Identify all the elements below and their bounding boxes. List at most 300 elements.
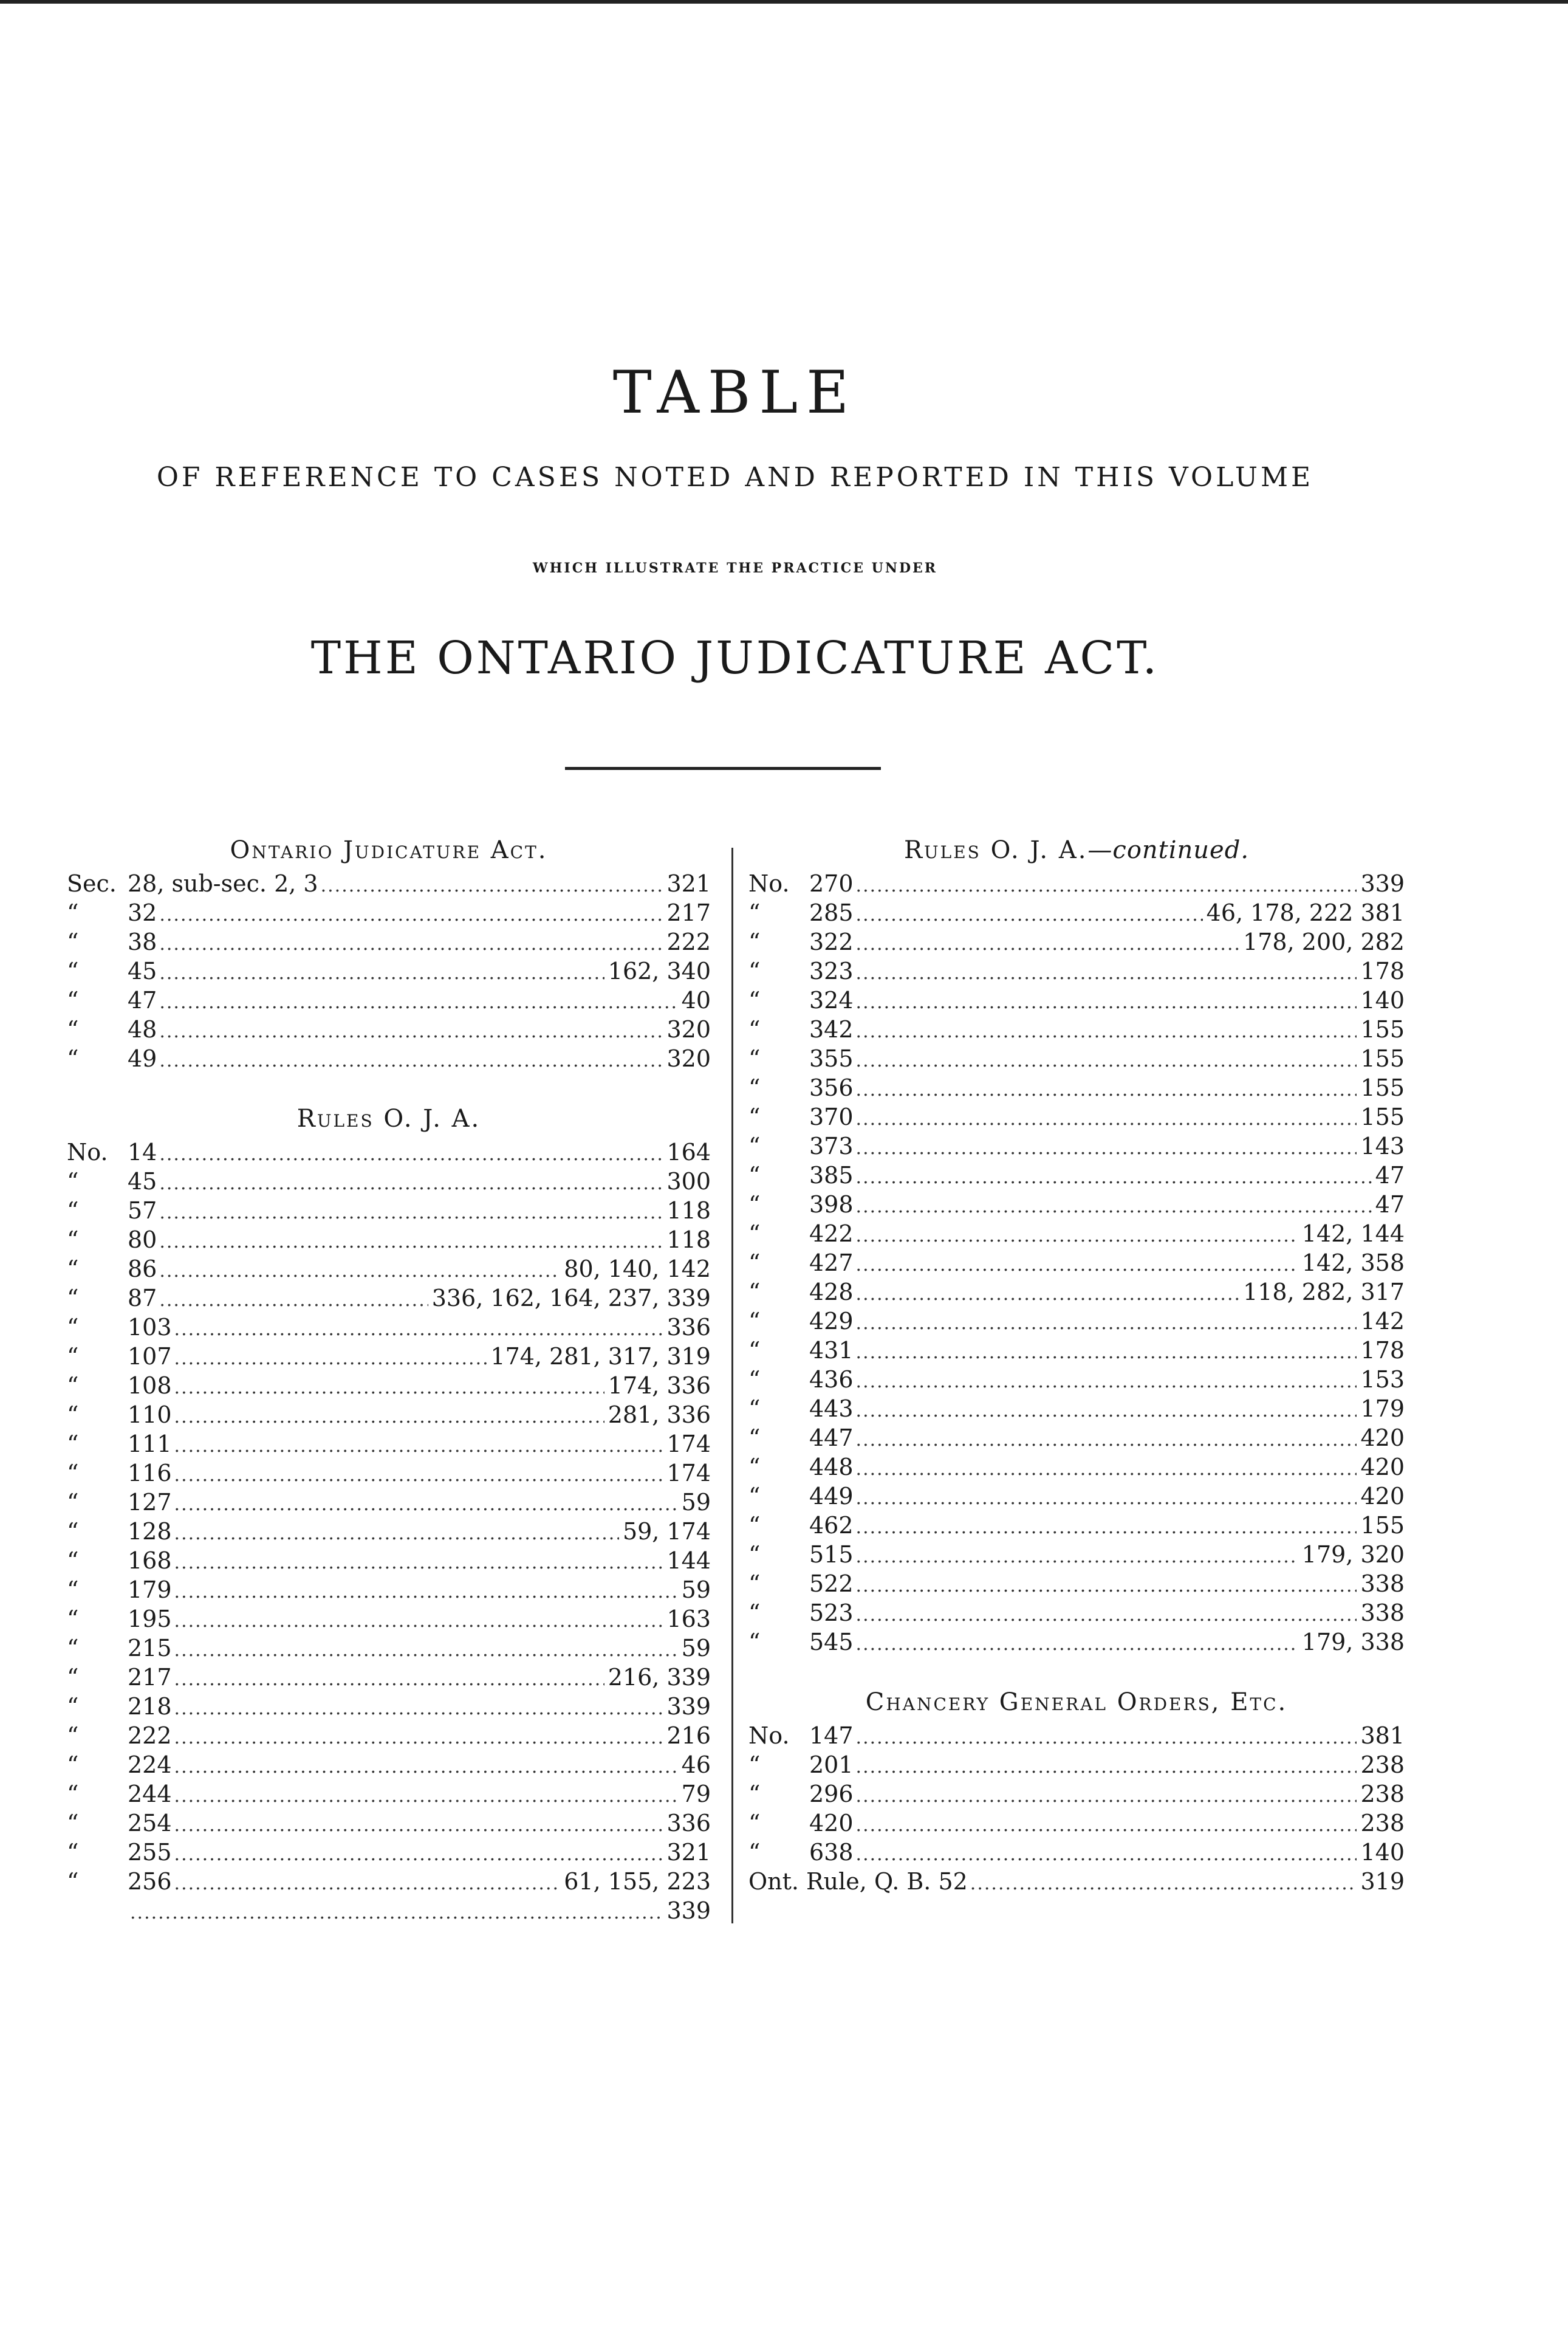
dot-leader bbox=[174, 1373, 604, 1403]
dot-leader bbox=[856, 1723, 1357, 1753]
chancery-heading-text: Chancery General Orders, Etc. bbox=[865, 1688, 1288, 1716]
table-row bbox=[67, 1721, 711, 1750]
entry-number: 110 bbox=[128, 1401, 172, 1428]
entry-pages: 300 bbox=[666, 1168, 711, 1195]
page-subtitle: OF REFERENCE TO CASES NOTED AND REPORTED IN THIS VOLUME bbox=[156, 462, 1314, 493]
entry-label bbox=[748, 1015, 856, 1044]
entry-label bbox=[67, 1138, 159, 1167]
entry-pages: 155 bbox=[1360, 1104, 1405, 1130]
entry-number: 201 bbox=[809, 1751, 854, 1778]
entry-label bbox=[748, 1721, 856, 1750]
entry-label bbox=[748, 957, 856, 986]
dot-leader bbox=[159, 1286, 428, 1315]
entry-number: 296 bbox=[809, 1781, 854, 1807]
dot-leader bbox=[856, 1753, 1357, 1782]
entry-prefix: “ bbox=[748, 987, 761, 1014]
dot-leader bbox=[159, 1140, 663, 1169]
entry-pages: 47 bbox=[1375, 1162, 1405, 1189]
entry-pages: 144 bbox=[666, 1547, 711, 1574]
entry-number: 116 bbox=[128, 1460, 172, 1486]
entry-pages: 339 bbox=[666, 1693, 711, 1720]
dot-leader bbox=[856, 871, 1357, 901]
entry-prefix: “ bbox=[67, 1722, 79, 1749]
entry-prefix: “ bbox=[748, 899, 761, 926]
entry-prefix: “ bbox=[67, 1460, 79, 1486]
entry-number: 255 bbox=[128, 1839, 172, 1866]
act-heading-text: Ontario Judicature Act. bbox=[230, 836, 548, 864]
entry-label bbox=[67, 1721, 174, 1750]
entry-label bbox=[67, 1692, 174, 1721]
table-row bbox=[748, 1540, 1405, 1569]
left-column bbox=[67, 820, 711, 1925]
right-column bbox=[748, 820, 1405, 1896]
table-row bbox=[748, 1307, 1405, 1336]
entry-prefix: “ bbox=[67, 1810, 79, 1836]
table-row bbox=[67, 1429, 711, 1458]
entry-pages: 118 bbox=[666, 1226, 711, 1253]
dot-leader bbox=[159, 930, 663, 959]
entry-label bbox=[67, 1488, 174, 1517]
entry-number: 254 bbox=[128, 1810, 172, 1836]
dot-leader bbox=[159, 988, 677, 1017]
entry-prefix: “ bbox=[748, 1162, 761, 1189]
entry-label bbox=[748, 1102, 856, 1132]
entry-label bbox=[748, 1307, 856, 1336]
table-row bbox=[748, 1336, 1405, 1365]
entry-prefix: “ bbox=[67, 1547, 79, 1574]
entry-label bbox=[67, 1015, 159, 1044]
entry-number: 431 bbox=[809, 1337, 854, 1364]
dot-leader bbox=[856, 959, 1357, 988]
entry-pages: 59 bbox=[681, 1576, 711, 1603]
dot-leader bbox=[856, 1811, 1357, 1840]
entry-prefix: “ bbox=[748, 1512, 761, 1539]
entry-number: 256 bbox=[128, 1868, 172, 1895]
entry-number: 436 bbox=[809, 1366, 854, 1393]
entry-prefix: No. bbox=[748, 1722, 790, 1749]
dot-leader bbox=[174, 1519, 619, 1548]
entry-prefix: “ bbox=[67, 1401, 79, 1428]
table-row bbox=[67, 898, 711, 927]
dot-leader bbox=[856, 1572, 1357, 1601]
entry-prefix: “ bbox=[67, 1197, 79, 1224]
entry-number: 108 bbox=[128, 1372, 172, 1399]
entry-number: 45 bbox=[128, 958, 157, 984]
table-row bbox=[67, 1342, 711, 1371]
entry-pages: 238 bbox=[1360, 1810, 1405, 1836]
entry-prefix: “ bbox=[748, 1629, 761, 1655]
dot-leader bbox=[856, 1542, 1298, 1572]
entry-label bbox=[748, 1277, 856, 1307]
entry-label bbox=[67, 1313, 174, 1342]
table-row bbox=[748, 927, 1405, 957]
dot-leader bbox=[159, 1046, 663, 1076]
entry-label bbox=[748, 1482, 856, 1511]
dot-leader bbox=[174, 1461, 663, 1490]
dot-leader bbox=[174, 1636, 678, 1665]
dot-leader bbox=[856, 1017, 1357, 1046]
table-row bbox=[67, 1604, 711, 1634]
table-row bbox=[748, 1511, 1405, 1540]
entry-prefix: “ bbox=[748, 1220, 761, 1247]
rules-entries bbox=[67, 1138, 711, 1925]
dot-leader bbox=[159, 1228, 663, 1257]
entry-label bbox=[748, 1044, 856, 1073]
table-row bbox=[67, 1283, 711, 1313]
table-row bbox=[67, 1225, 711, 1254]
act-title: THE ONTARIO JUDICATURE ACT. bbox=[310, 632, 1160, 684]
entry-prefix: “ bbox=[67, 1693, 79, 1720]
table-row bbox=[748, 869, 1405, 898]
dot-leader bbox=[856, 1076, 1357, 1105]
table-row bbox=[67, 927, 711, 957]
entry-number: 103 bbox=[128, 1314, 172, 1341]
entry-label bbox=[67, 1546, 174, 1575]
entry-pages: 174 bbox=[666, 1460, 711, 1486]
column-divider bbox=[731, 848, 733, 1923]
entry-number: 370 bbox=[809, 1104, 854, 1130]
entry-number: 48 bbox=[128, 1016, 157, 1043]
table-row bbox=[748, 1721, 1405, 1750]
dot-leader bbox=[856, 1192, 1372, 1221]
dot-leader bbox=[856, 1782, 1357, 1811]
entry-prefix: “ bbox=[748, 1045, 761, 1072]
entry-number: 523 bbox=[809, 1599, 854, 1626]
entry-label bbox=[748, 1423, 856, 1452]
entry-number: 168 bbox=[128, 1547, 172, 1574]
dot-leader bbox=[856, 1513, 1357, 1542]
dot-leader bbox=[856, 1601, 1357, 1630]
dot-leader bbox=[856, 1840, 1357, 1869]
entry-number: 147 bbox=[809, 1722, 854, 1749]
table-row bbox=[748, 1015, 1405, 1044]
entry-pages: 420 bbox=[1360, 1483, 1405, 1510]
page-title: TABLE bbox=[612, 359, 858, 427]
entry-pages: 80, 140, 142 bbox=[564, 1256, 711, 1282]
entry-pages: 321 bbox=[666, 1839, 711, 1866]
entry-label bbox=[67, 957, 159, 986]
table-row bbox=[67, 986, 711, 1015]
entry-prefix: “ bbox=[67, 1489, 79, 1516]
entry-pages: 339 bbox=[1360, 870, 1405, 897]
dot-leader bbox=[174, 1315, 663, 1344]
entry-label bbox=[748, 1161, 856, 1190]
entry-label bbox=[67, 1196, 159, 1225]
entry-pages: 59, 174 bbox=[622, 1518, 711, 1545]
entry-pages: 140 bbox=[1360, 987, 1405, 1014]
table-row bbox=[748, 1779, 1405, 1809]
entry-pages: 238 bbox=[1360, 1751, 1405, 1778]
entry-number: 28, sub-sec. 2, 3 bbox=[128, 870, 318, 897]
entry-number: 49 bbox=[128, 1045, 157, 1072]
entry-number: 427 bbox=[809, 1249, 854, 1276]
entry-number: 342 bbox=[809, 1016, 854, 1043]
entry-label bbox=[748, 1627, 856, 1657]
dot-leader bbox=[174, 1753, 678, 1782]
entry-number: 215 bbox=[128, 1635, 172, 1661]
entry-pages: 216, 339 bbox=[608, 1664, 711, 1691]
continued-text: —continued. bbox=[1087, 836, 1250, 864]
dot-leader bbox=[856, 1397, 1357, 1426]
entry-prefix: No. bbox=[67, 1139, 108, 1166]
dot-leader bbox=[174, 1548, 663, 1578]
entry-pages: 155 bbox=[1360, 1512, 1405, 1539]
entry-number: 422 bbox=[809, 1220, 854, 1247]
entry-number: 420 bbox=[809, 1810, 854, 1836]
entry-prefix: “ bbox=[67, 1431, 79, 1457]
entry-pages: 338 bbox=[1360, 1570, 1405, 1597]
table-row bbox=[748, 1627, 1405, 1657]
dot-leader bbox=[159, 1257, 560, 1286]
entry-prefix: “ bbox=[67, 1285, 79, 1311]
entry-prefix: “ bbox=[748, 1074, 761, 1101]
entry-number: 448 bbox=[809, 1454, 854, 1480]
entry-number: 86 bbox=[128, 1256, 157, 1282]
entry-prefix: No. bbox=[748, 870, 790, 897]
entry-number: 87 bbox=[128, 1285, 157, 1311]
entry-number: 32 bbox=[128, 899, 157, 926]
entry-label bbox=[67, 1371, 174, 1400]
entry-prefix: “ bbox=[67, 1664, 79, 1691]
table-row bbox=[748, 986, 1405, 1015]
dot-leader bbox=[321, 871, 663, 901]
table-row bbox=[67, 1546, 711, 1575]
entry-label bbox=[748, 1365, 856, 1394]
rules-heading-text: Rules O. J. A. bbox=[903, 836, 1088, 864]
entry-number: 323 bbox=[809, 958, 854, 984]
table-row bbox=[748, 1482, 1405, 1511]
entry-label bbox=[748, 1248, 856, 1277]
entry-prefix: “ bbox=[67, 958, 79, 984]
entry-prefix: “ bbox=[67, 987, 79, 1014]
entry-label bbox=[67, 1429, 174, 1458]
entry-pages: 40 bbox=[681, 987, 711, 1014]
dot-leader bbox=[174, 1432, 663, 1461]
entry-prefix: “ bbox=[748, 1751, 761, 1778]
entry-pages: 217 bbox=[666, 899, 711, 926]
entry-label bbox=[748, 1219, 856, 1248]
entry-prefix: “ bbox=[748, 1104, 761, 1130]
entry-number: 45 bbox=[128, 1168, 157, 1195]
entry-label bbox=[67, 1517, 174, 1546]
entry-prefix: “ bbox=[67, 1839, 79, 1866]
entry-prefix: “ bbox=[67, 1045, 79, 1072]
entry-number: 57 bbox=[128, 1197, 157, 1224]
entry-pages: 142, 358 bbox=[1301, 1249, 1405, 1276]
entry-prefix: “ bbox=[67, 1314, 79, 1341]
entry-number: 322 bbox=[809, 929, 854, 955]
entry-label bbox=[748, 1452, 856, 1482]
dot-leader bbox=[174, 1869, 561, 1898]
entry-label bbox=[748, 1073, 856, 1102]
entry-label bbox=[67, 1838, 174, 1867]
entry-prefix: “ bbox=[748, 1541, 761, 1568]
entry-number: 222 bbox=[128, 1722, 172, 1749]
table-row bbox=[67, 1458, 711, 1488]
page-subsubtitle: WHICH ILLUSTRATE THE PRACTICE UNDER bbox=[532, 560, 938, 576]
table-row bbox=[748, 1102, 1405, 1132]
dot-leader bbox=[856, 1251, 1298, 1280]
act-entries bbox=[67, 869, 711, 1073]
dot-leader bbox=[856, 1484, 1357, 1513]
entry-number: 355 bbox=[809, 1045, 854, 1072]
entry-label bbox=[67, 1663, 174, 1692]
entry-prefix: “ bbox=[748, 1133, 761, 1160]
table-row bbox=[748, 1132, 1405, 1161]
section-heading-rules-continued bbox=[748, 820, 1405, 869]
title-rule bbox=[565, 767, 881, 770]
entry-number: 80 bbox=[128, 1226, 157, 1253]
entry-number: 128 bbox=[128, 1518, 172, 1545]
table-row bbox=[67, 1488, 711, 1517]
entry-pages: 140 bbox=[1360, 1839, 1405, 1866]
entry-label bbox=[748, 1750, 856, 1779]
entry-pages: 118 bbox=[666, 1197, 711, 1224]
entry-pages: 59 bbox=[681, 1635, 711, 1661]
entry-pages: 179 bbox=[1360, 1395, 1405, 1422]
entry-prefix: “ bbox=[748, 1839, 761, 1866]
table-row bbox=[67, 1371, 711, 1400]
table-row bbox=[67, 1692, 711, 1721]
entry-number: 398 bbox=[809, 1191, 854, 1218]
dot-leader bbox=[174, 1840, 663, 1869]
entry-label bbox=[748, 1838, 856, 1867]
table-row bbox=[67, 1400, 711, 1429]
entry-prefix: “ bbox=[67, 1781, 79, 1807]
rules-entries-continued bbox=[748, 869, 1405, 1657]
entry-label bbox=[67, 1634, 174, 1663]
entry-prefix: “ bbox=[67, 1518, 79, 1545]
entry-prefix: “ bbox=[67, 1868, 79, 1895]
dot-leader bbox=[159, 1198, 663, 1228]
entry-pages: 46 bbox=[681, 1751, 711, 1778]
table-row bbox=[67, 1015, 711, 1044]
dot-leader bbox=[856, 1309, 1357, 1338]
table-row bbox=[748, 1423, 1405, 1452]
entry-prefix: “ bbox=[748, 1191, 761, 1218]
table-row bbox=[67, 1138, 711, 1167]
dot-leader bbox=[856, 1455, 1357, 1484]
entry-number: 224 bbox=[128, 1751, 172, 1778]
entry-prefix: “ bbox=[748, 1279, 761, 1305]
entry-pages: 59 bbox=[681, 1489, 711, 1516]
table-row bbox=[67, 1517, 711, 1546]
section-heading-act bbox=[67, 820, 711, 869]
entry-number: 462 bbox=[809, 1512, 854, 1539]
table-row bbox=[748, 1838, 1405, 1867]
entry-label bbox=[748, 986, 856, 1015]
dot-leader bbox=[856, 1338, 1357, 1367]
entry-pages: 336 bbox=[666, 1314, 711, 1341]
entry-number: 324 bbox=[809, 987, 854, 1014]
table-row bbox=[748, 1190, 1405, 1219]
entry-pages: 178, 200, 282 bbox=[1243, 929, 1405, 955]
entry-label bbox=[67, 1458, 174, 1488]
table-row bbox=[748, 1598, 1405, 1627]
entry-prefix: “ bbox=[67, 1372, 79, 1399]
entry-pages: 179, 320 bbox=[1301, 1541, 1405, 1568]
entry-label bbox=[748, 1779, 856, 1809]
entry-number: 179 bbox=[128, 1576, 172, 1603]
entry-label bbox=[67, 898, 159, 927]
entry-prefix: “ bbox=[67, 1635, 79, 1661]
entry-number: 515 bbox=[809, 1541, 854, 1568]
entry-number: 449 bbox=[809, 1483, 854, 1510]
entry-label bbox=[748, 1336, 856, 1365]
entry-number: 522 bbox=[809, 1570, 854, 1597]
table-row bbox=[748, 1867, 1405, 1896]
table-row bbox=[748, 1750, 1405, 1779]
entry-label bbox=[748, 1132, 856, 1161]
dot-leader bbox=[174, 1665, 604, 1694]
table-row bbox=[748, 1248, 1405, 1277]
entry-prefix: “ bbox=[748, 1337, 761, 1364]
entry-label bbox=[67, 869, 321, 898]
table-row bbox=[67, 1809, 711, 1838]
entry-label bbox=[748, 1190, 856, 1219]
table-row bbox=[67, 1313, 711, 1342]
entry-pages: 321 bbox=[666, 870, 711, 897]
entry-prefix: “ bbox=[748, 1016, 761, 1043]
entry-pages: 420 bbox=[1360, 1424, 1405, 1451]
chancery-entries bbox=[748, 1721, 1405, 1867]
entry-pages: 174, 336 bbox=[608, 1372, 711, 1399]
table-row bbox=[67, 1575, 711, 1604]
dot-leader bbox=[174, 1403, 604, 1432]
entry-pages: 420 bbox=[1360, 1454, 1405, 1480]
table-row bbox=[748, 1452, 1405, 1482]
dot-leader bbox=[159, 1017, 663, 1046]
entry-label bbox=[748, 927, 856, 957]
dot-leader bbox=[174, 1490, 678, 1519]
entry-label bbox=[67, 1896, 130, 1925]
table-row bbox=[748, 1044, 1405, 1073]
entry-prefix: “ bbox=[67, 1168, 79, 1195]
entry-number: 270 bbox=[809, 870, 854, 897]
table-row bbox=[748, 1277, 1405, 1307]
entry-pages: 153 bbox=[1360, 1366, 1405, 1393]
entry-prefix: “ bbox=[748, 1249, 761, 1276]
entry-label bbox=[748, 1598, 856, 1627]
entry-pages: 46, 178, 222 381 bbox=[1206, 899, 1405, 926]
entry-pages: 143 bbox=[1360, 1133, 1405, 1160]
entry-prefix: “ bbox=[67, 929, 79, 955]
entry-pages: 164 bbox=[666, 1139, 711, 1166]
entry-prefix: “ bbox=[67, 1256, 79, 1282]
dot-leader bbox=[159, 901, 663, 930]
entry-label bbox=[67, 1342, 174, 1371]
entry-prefix: “ bbox=[748, 1483, 761, 1510]
entry-prefix: “ bbox=[748, 1366, 761, 1393]
dot-leader bbox=[174, 1782, 678, 1811]
entry-label bbox=[67, 1779, 174, 1809]
entry-prefix: “ bbox=[748, 1599, 761, 1626]
dot-leader bbox=[856, 1105, 1357, 1134]
entry-pages: 336, 162, 164, 237, 339 bbox=[431, 1285, 711, 1311]
entry-number: 429 bbox=[809, 1308, 854, 1335]
entry-pages: 155 bbox=[1360, 1045, 1405, 1072]
table-row bbox=[67, 1663, 711, 1692]
entry-pages: 155 bbox=[1360, 1016, 1405, 1043]
table-row bbox=[67, 1196, 711, 1225]
entry-number: 447 bbox=[809, 1424, 854, 1451]
entry-pages: 179, 338 bbox=[1301, 1629, 1405, 1655]
dot-leader bbox=[130, 1898, 663, 1928]
entry-label bbox=[748, 1569, 856, 1598]
entry-number: 107 bbox=[128, 1343, 172, 1370]
entry-label bbox=[748, 1394, 856, 1423]
entry-number: 127 bbox=[128, 1489, 172, 1516]
